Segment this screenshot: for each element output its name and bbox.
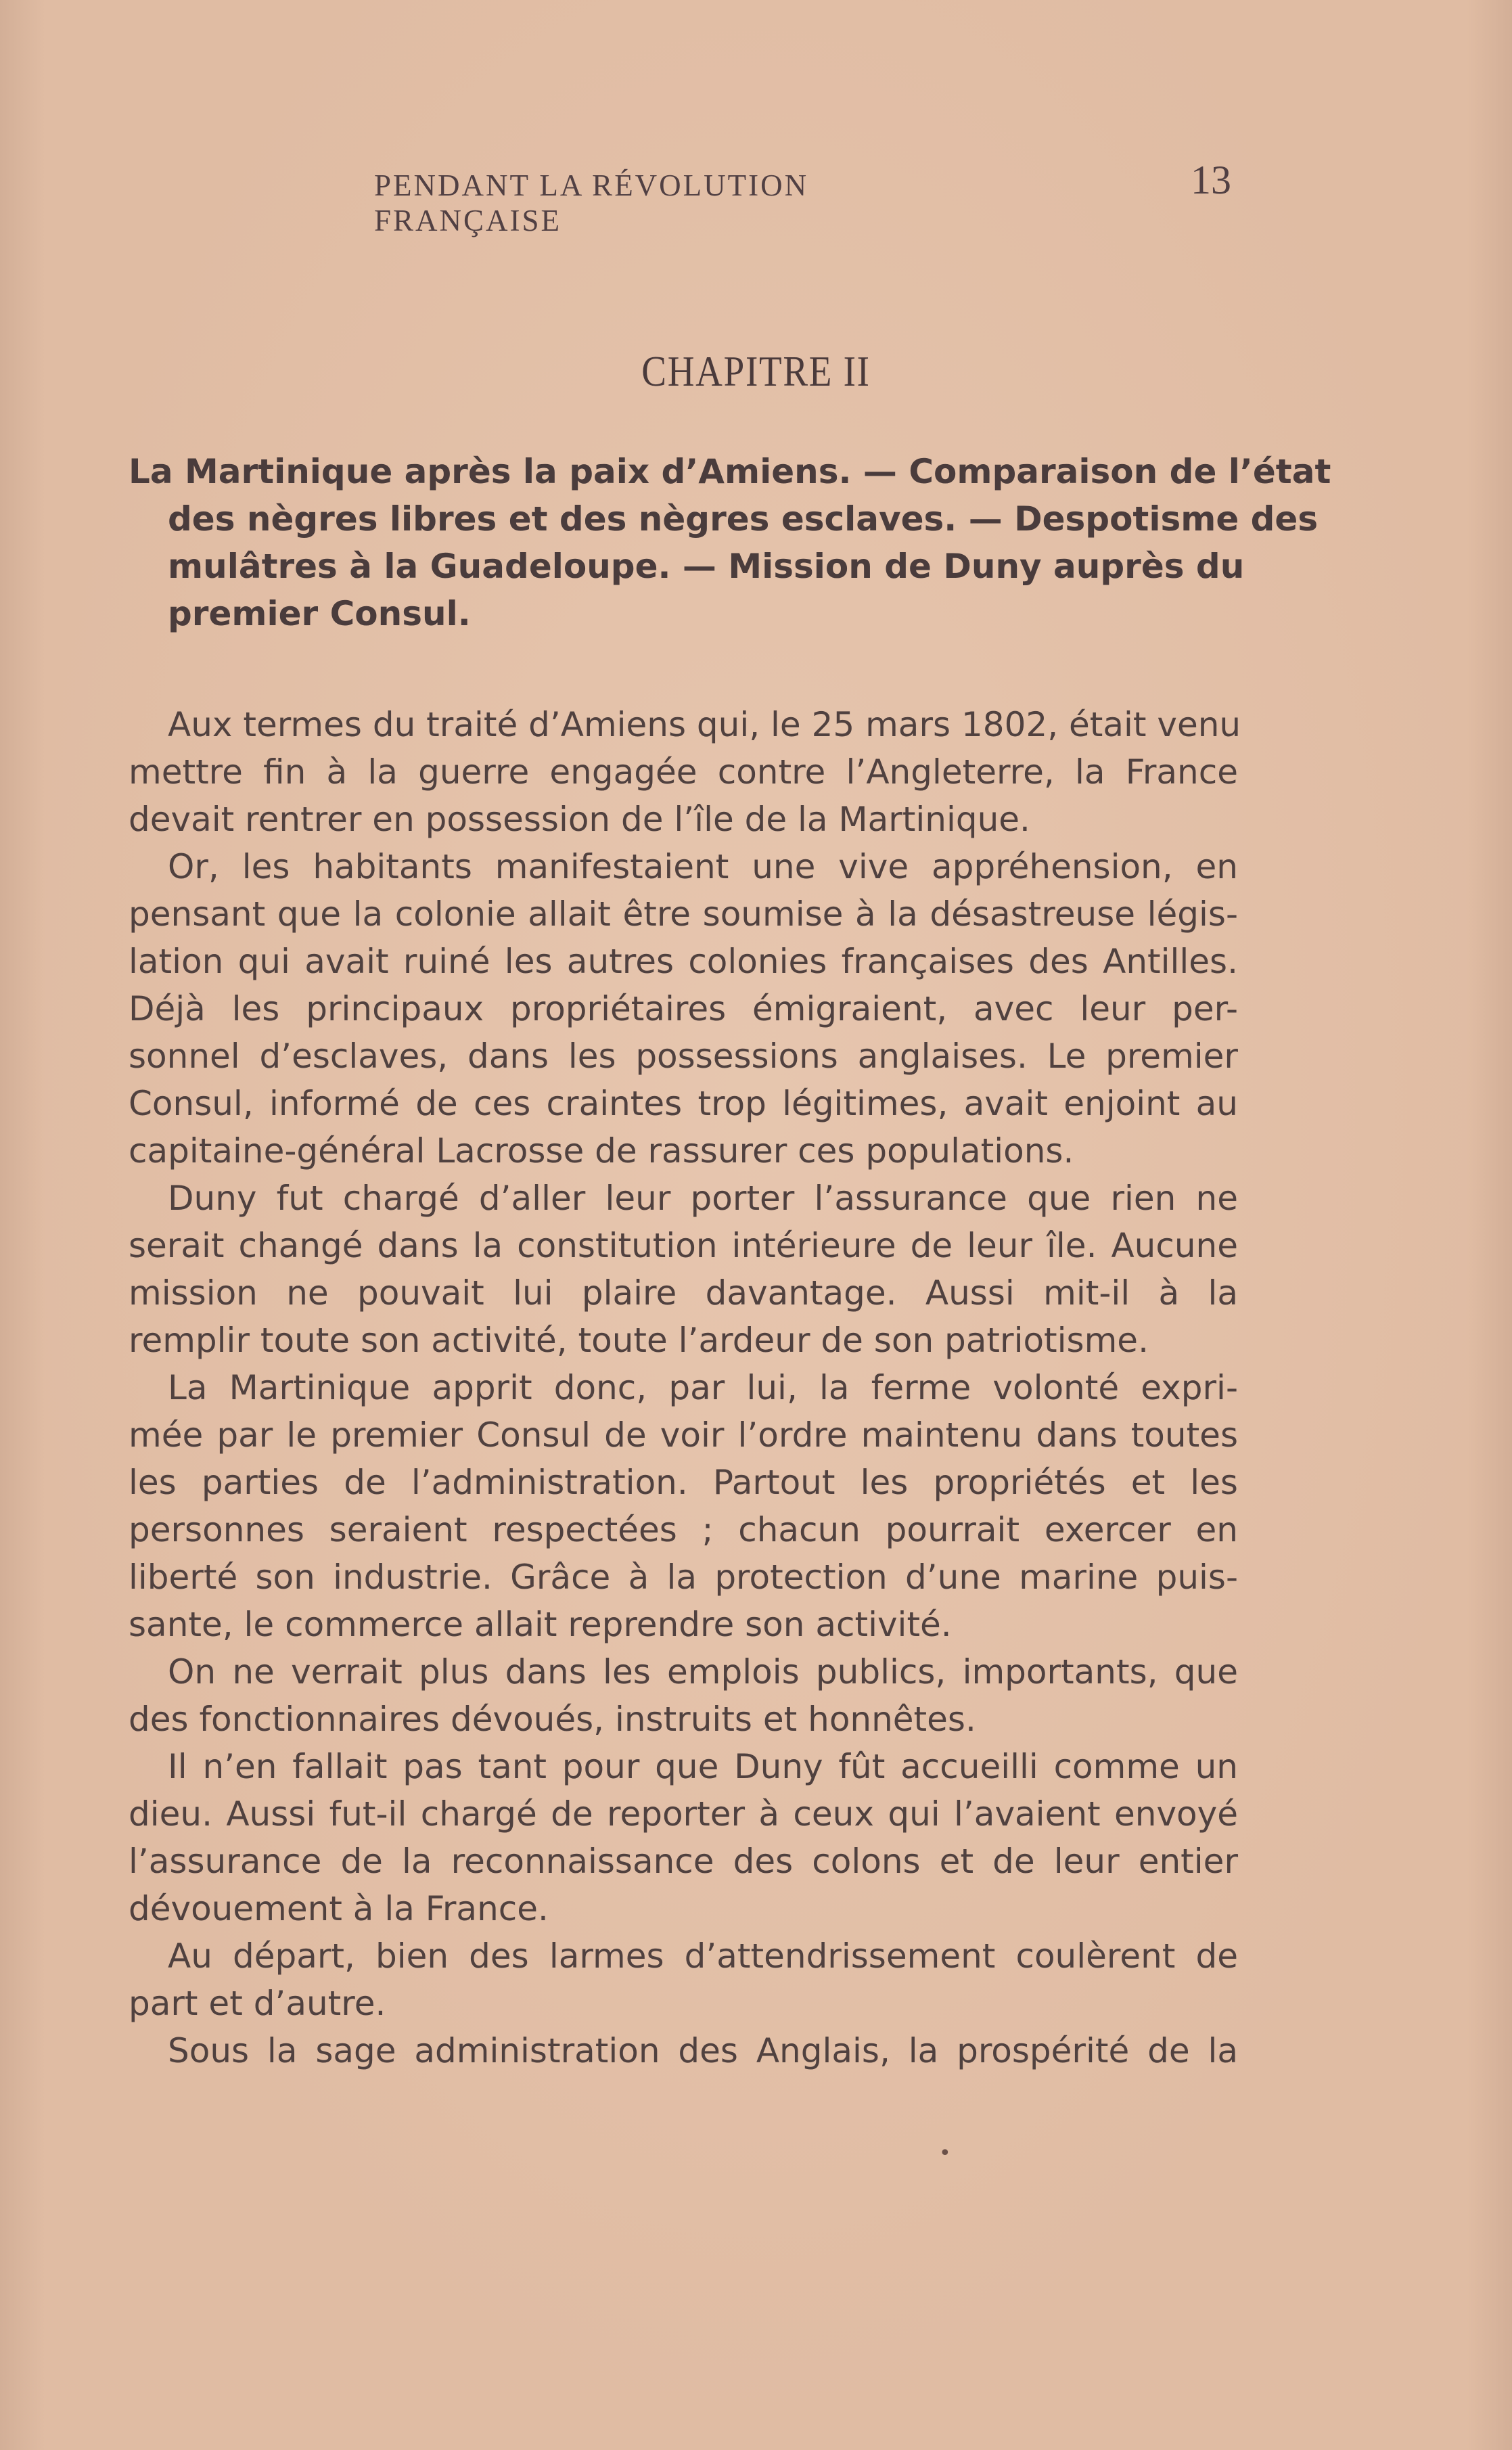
text-line: part et d’autre. xyxy=(129,1984,386,2023)
body-text xyxy=(129,701,1241,2074)
text-line: sante, le commerce allait reprendre son activité. xyxy=(129,1605,952,1644)
text-line: liberté son industrie. Grâce à la protection d’une marine puis- xyxy=(129,1558,1238,1597)
text-line: La Martinique apprit donc, par lui, la ferme volonté expri- xyxy=(168,1368,1238,1407)
chapter-summary xyxy=(129,448,1331,637)
text-line: capitaine-général Lacrosse de rassurer ces populations. xyxy=(129,1131,1074,1171)
text-line: Consul, informé de ces craintes trop légitimes, avait enjoint au xyxy=(129,1084,1238,1123)
text-line: mée par le premier Consul de voir l’ordre maintenu dans toutes xyxy=(129,1415,1238,1455)
summary-line: La Martinique après la paix d’Amiens. — Comparaison de l’état xyxy=(129,452,1331,491)
text-line: personnes seraient respectées ; chacun pourrait exercer en xyxy=(129,1510,1238,1549)
chapter-title: CHAPITRE II xyxy=(641,347,871,395)
text-line: pensant que la colonie allait être soumise à la désastreuse légis- xyxy=(129,894,1238,934)
text-line: Déjà les principaux propriétaires émigraient, avec leur per- xyxy=(129,989,1238,1028)
text-line: devait rentrer en possession de l’île de la Martinique. xyxy=(129,800,1030,839)
text-line: Or, les habitants manifestaient une vive appréhension, en xyxy=(168,847,1238,886)
text-line: des fonctionnaires dévoués, instruits et honnêtes. xyxy=(129,1700,976,1739)
text-line: Aux termes du traité d’Amiens qui, le 25 mars 1802, était venu xyxy=(168,705,1241,744)
text-line: dévouement à la France. xyxy=(129,1889,549,1928)
summary-line: mulâtres à la Guadeloupe. — Mission de Duny auprès du xyxy=(168,547,1245,586)
summary-line: premier Consul. xyxy=(168,594,471,633)
text-line: lation qui avait ruiné les autres colonies françaises des Antilles. xyxy=(129,942,1238,981)
text-line: On ne verrait plus dans les emplois publics, importants, que xyxy=(168,1652,1238,1692)
text-line: Il n’en fallait pas tant pour que Duny fût accueilli comme un xyxy=(168,1747,1238,1786)
page-number: 13 xyxy=(1191,158,1231,202)
text-line: mission ne pouvait lui plaire davantage. Aussi mit-il à la xyxy=(129,1273,1238,1313)
printer-mark: • xyxy=(939,2141,951,2165)
text-line: mettre fin à la guerre engagée contre l’Angleterre, la France xyxy=(129,752,1238,792)
summary-line: des nègres libres et des nègres esclaves. — Despotisme des xyxy=(168,499,1319,539)
text-line: les parties de l’administration. Partout les propriétés et les xyxy=(129,1463,1238,1502)
text-line: dieu. Aussi fut-il chargé de reporter à ceux qui l’avaient envoyé xyxy=(129,1794,1238,1834)
running-title: PENDANT LA RÉVOLUTION FRANÇAISE xyxy=(374,168,809,237)
text-line: l’assurance de la reconnaissance des colons et de leur entier xyxy=(129,1842,1238,1881)
text-line: sonnel d’esclaves, dans les possessions anglaises. Le premier xyxy=(129,1037,1238,1076)
text-line: Duny fut chargé d’aller leur porter l’assurance que rien ne xyxy=(168,1179,1238,1218)
text-line: Au départ, bien des larmes d’attendrissement coulèrent de xyxy=(168,1936,1238,1976)
text-line: Sous la sage administration des Anglais, la prospérité de la xyxy=(168,2031,1238,2070)
text-line: serait changé dans la constitution intérieure de leur île. Aucune xyxy=(129,1226,1238,1265)
text-line: remplir toute son activité, toute l’ardeur de son patriotisme. xyxy=(129,1321,1149,1360)
